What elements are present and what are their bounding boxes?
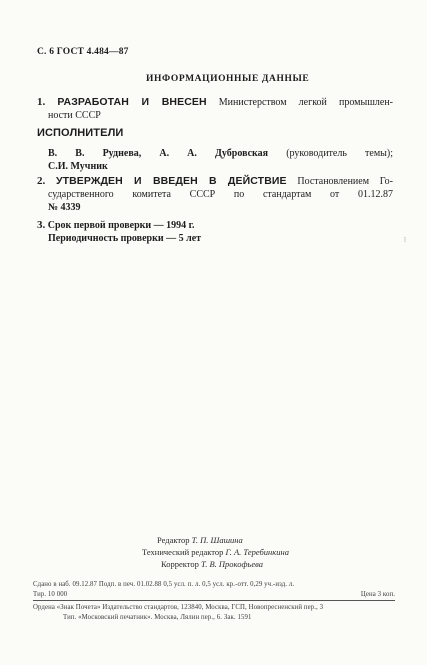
proofreader-name: Т. В. Прокофьева — [201, 559, 263, 569]
executor-muchnik: С.И. Мучник — [48, 161, 108, 172]
imprint-line-2 — [33, 591, 395, 598]
item-2-number: 2. — [37, 175, 46, 187]
imprint-divider — [33, 600, 395, 601]
print-run: Тир. 10 000 — [33, 591, 68, 598]
publisher-line: Ордена «Знак Почета» Издательство стандартов, 123840, Москва, ГСП, Новопресненский пер., 3 — [33, 604, 324, 611]
item-1-caps: РАЗРАБОТАН И ВНЕСЕН — [57, 96, 207, 108]
item-3-number: 3. — [37, 219, 46, 231]
tech-editor-name: Г. А. Теребинкина — [225, 547, 289, 557]
item-3-line1: Срок первой проверки — 1994 г. — [47, 220, 195, 231]
item-1-number: 1. — [37, 96, 46, 108]
item-1-line2: ности СССР — [48, 110, 101, 121]
section-title: ИНФОРМАЦИОННЫЕ ДАННЫЕ — [146, 74, 310, 84]
editor-name: Т. П. Шашина — [191, 535, 243, 545]
item-2-line3: № 4339 — [48, 202, 81, 213]
item-2 — [37, 175, 393, 214]
executor-role: (руководитель темы); — [286, 148, 393, 159]
item-2-line2: сударственного комитета СССР по стандартам от 01.12.87 — [48, 189, 393, 200]
item-3 — [37, 219, 201, 245]
imprint-line-1: Сдано в наб. 09.12.87 Подп. в печ. 01.02.88 0,5 усл. п. л. 0,5 усл. кр.-отт. 0,29 уч.-изд. л. — [33, 581, 295, 588]
item-1-text: Министерством легкой промышлен- — [218, 97, 394, 108]
page-header: С. 6 ГОСТ 4.484—87 — [37, 47, 129, 57]
proofreader-label: Корректор — [161, 559, 199, 569]
tech-editor-label: Технический редактор — [142, 547, 224, 557]
margin-mark: ⁞ — [404, 236, 406, 244]
item-3-line2: Периодичность проверки — 5 лет — [48, 233, 202, 244]
item-2-text: Постановлением Го- — [297, 176, 393, 187]
item-1 — [37, 96, 393, 122]
item-2-caps: УТВЕРЖДЕН И ВВЕДЕН В ДЕЙСТВИЕ — [55, 175, 287, 187]
executors-list — [37, 147, 393, 173]
price: Цена 3 коп. — [360, 591, 395, 598]
printer-line: Тип. «Московский печатник». Москва, Лялин пер., 6. Зак. 1591 — [63, 614, 252, 621]
executor-dubrovskaya: А. А. Дубровская — [159, 148, 269, 159]
executor-rudneva: В. В. Руднева, — [48, 148, 142, 159]
editor-label: Редактор — [157, 535, 190, 545]
credits-block — [142, 534, 289, 570]
executors-heading: ИСПОЛНИТЕЛИ — [37, 127, 124, 139]
